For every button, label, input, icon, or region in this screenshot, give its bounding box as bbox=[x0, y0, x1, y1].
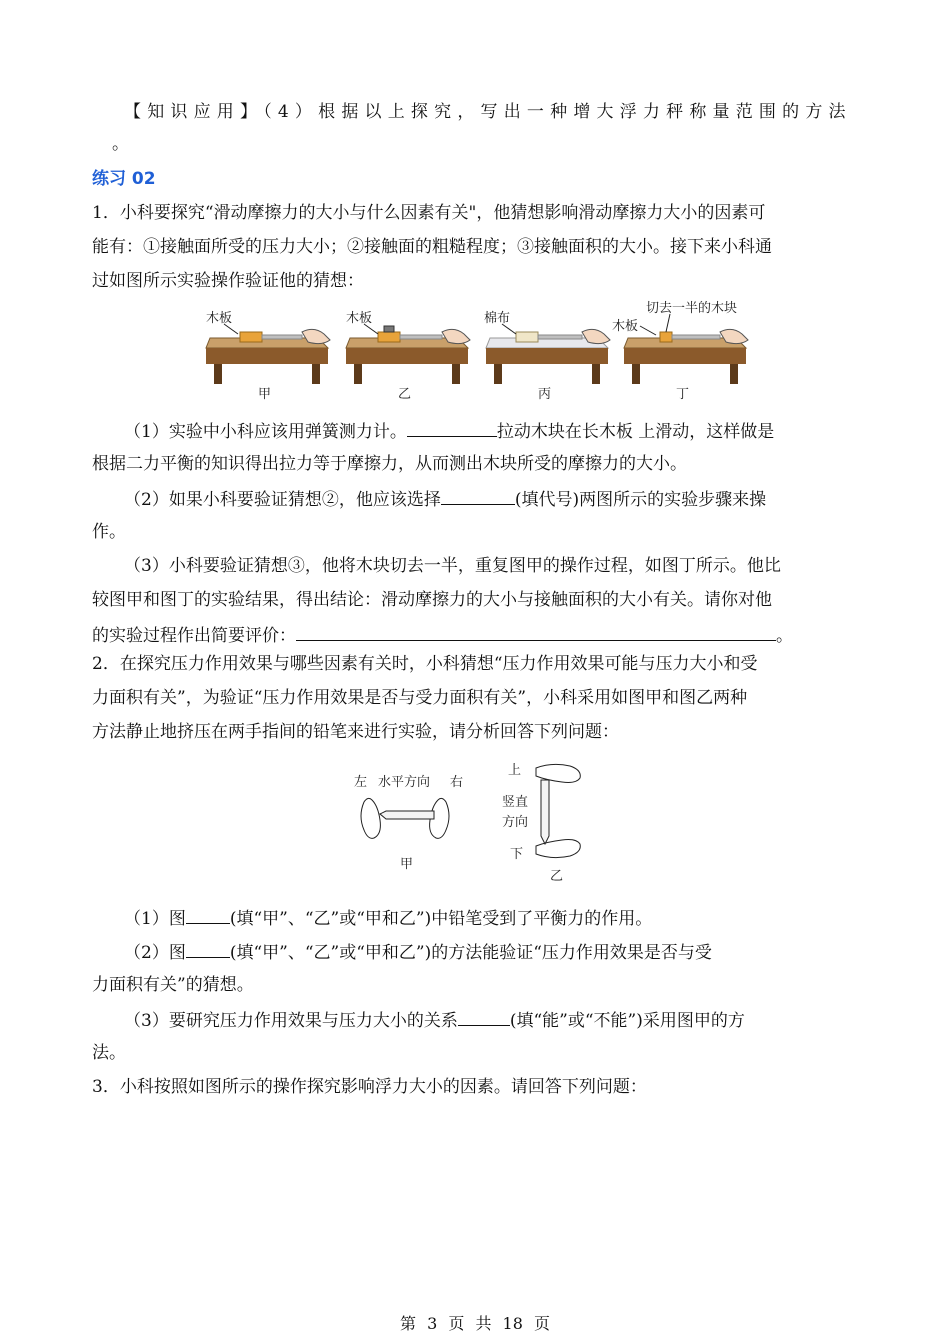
panel-ding-surface: 木板 bbox=[612, 319, 639, 334]
left-finger-icon bbox=[361, 798, 380, 838]
caption-yi: 乙 bbox=[550, 869, 564, 884]
q1-part2-text-a: （2）如果小科要验证猜想②，他应该选择 bbox=[124, 490, 441, 510]
panel-bing-caption: 丙 bbox=[538, 387, 552, 402]
q2-part2-line bbox=[124, 939, 712, 965]
panel-ding-caption: 丁 bbox=[676, 387, 690, 402]
panel-bing-surface: 棉布 bbox=[484, 311, 511, 326]
q1-part1-text-a: （1）实验中小科应该用弹簧测力计。 bbox=[124, 422, 407, 442]
panel-yi bbox=[346, 310, 470, 402]
q2-part1-text-b: (填“甲”、“乙”或“甲和乙”)中铅笔受到了平衡力的作用。 bbox=[229, 909, 653, 929]
q1-part3-answer-blank[interactable] bbox=[296, 622, 776, 641]
label-vertical-2: 方向 bbox=[502, 815, 529, 830]
q2-part2-line-2: 力面积有关”的猜想。 bbox=[92, 975, 254, 995]
q2-intro-line-2: 力面积有关”，为验证“压力作用效果是否与受力面积有关”，小科采用如图甲和图乙两种 bbox=[92, 688, 748, 708]
q2-part1-text-a: （1）图 bbox=[124, 909, 186, 929]
q2-part3-line-2: 法。 bbox=[92, 1043, 126, 1063]
wood-block bbox=[240, 332, 262, 342]
q1-part2-line-2: 作。 bbox=[92, 522, 126, 542]
panel-yi-surface: 木板 bbox=[346, 311, 373, 326]
spring-scale bbox=[538, 335, 582, 339]
knowledge-application-end: 。 bbox=[112, 134, 129, 154]
q2-intro-line-1: 2．在探究压力作用效果与哪些因素有关时，小科猜想“压力作用效果可能与压力大小和受 bbox=[92, 654, 758, 674]
label-left: 左 bbox=[354, 775, 368, 790]
panel-jia-caption: 甲 bbox=[258, 387, 272, 402]
panel-ding bbox=[612, 300, 748, 402]
q1-part3-line-1: （3）小科要验证猜想③，他将木块切去一半，重复图甲的操作过程，如图丁所示。他比 bbox=[124, 556, 781, 576]
label-down: 下 bbox=[510, 847, 524, 862]
q2-part1-line bbox=[124, 905, 652, 931]
wood-block bbox=[516, 332, 538, 342]
weight-block bbox=[384, 326, 394, 332]
q2-part1-answer-blank[interactable] bbox=[186, 905, 230, 924]
label-vertical-1: 竖直 bbox=[502, 795, 529, 810]
figure-jia-horizontal bbox=[354, 774, 463, 872]
panel-yi-caption: 乙 bbox=[398, 387, 412, 402]
q2-part3-text-b: (填“能”或“不能”)采用图甲的方 bbox=[509, 1011, 745, 1031]
q1-part3-line-3 bbox=[92, 622, 793, 648]
q2-part3-answer-blank[interactable] bbox=[458, 1007, 510, 1026]
page-footer: 第 3 页 共 18 页 bbox=[400, 1314, 550, 1333]
panel-jia bbox=[206, 310, 330, 402]
q2-intro-line-3: 方法静止地挤压在两手指间的铅笔来进行实验，请分析回答下列问题： bbox=[92, 722, 619, 742]
caption-jia: 甲 bbox=[400, 857, 414, 872]
q1-part1-text-b: 拉动木块在长木板 上滑动，这样做是 bbox=[496, 422, 775, 442]
q1-part2-text-b: (填代号)两图所示的实验步骤来操 bbox=[514, 490, 767, 510]
q1-intro-line-1: 1．小科要探究“滑动摩擦力的大小与什么因素有关"，他猜想影响滑动摩擦力大小的因素可 bbox=[92, 203, 766, 223]
panel-ding-note: 切去一半的木块 bbox=[646, 301, 738, 316]
spring-scale bbox=[672, 335, 720, 339]
bottom-finger-icon bbox=[536, 840, 580, 858]
q2-part2-answer-blank[interactable] bbox=[186, 939, 230, 958]
q1-part1-line bbox=[124, 418, 774, 444]
wood-block bbox=[378, 332, 400, 342]
half-wood-block bbox=[660, 332, 672, 342]
q1-intro-line-3: 过如图所示实验操作验证他的猜想： bbox=[92, 271, 364, 291]
label-up: 上 bbox=[508, 763, 522, 778]
section-heading: 练习 02 bbox=[92, 169, 156, 189]
q1-part1-line-2: 根据二力平衡的知识得出拉力等于摩擦力，从而测出木块所受的摩擦力的大小。 bbox=[92, 454, 687, 474]
q1-part2-answer-blank[interactable] bbox=[441, 486, 515, 505]
spring-scale bbox=[400, 335, 442, 339]
q1-part3-end: 。 bbox=[776, 626, 793, 646]
panel-bing bbox=[484, 310, 610, 402]
panel-jia-surface: 木板 bbox=[206, 311, 233, 326]
q2-part2-text-b: (填“甲”、“乙”或“甲和乙”)的方法能验证“压力作用效果是否与受 bbox=[229, 943, 712, 963]
spring-scale bbox=[262, 335, 302, 339]
pencil-icon bbox=[541, 780, 549, 844]
q2-part3-line bbox=[124, 1007, 745, 1033]
label-horizontal: 水平方向 bbox=[378, 775, 431, 790]
q1-part3-text-a: 的实验过程作出简要评价： bbox=[92, 626, 296, 646]
pencil-pressure-figure bbox=[350, 758, 600, 888]
pencil-icon bbox=[380, 811, 434, 819]
q1-part1-answer-blank[interactable] bbox=[407, 418, 497, 437]
label-right: 右 bbox=[450, 775, 464, 790]
q1-part3-line-2: 较图甲和图丁的实验结果，得出结论：滑动摩擦力的大小与接触面积的大小有关。请你对他 bbox=[92, 590, 772, 610]
q1-intro-line-2: 能有：①接触面所受的压力大小；②接触面的粗糙程度；③接触面积的大小。接下来小科通 bbox=[92, 237, 772, 257]
q2-part2-text-a: （2）图 bbox=[124, 943, 186, 963]
q1-part2-line bbox=[124, 486, 766, 512]
q2-part3-text-a: （3）要研究压力作用效果与压力大小的关系 bbox=[124, 1011, 458, 1031]
friction-experiment-figure bbox=[200, 300, 765, 410]
q3-intro-line-1: 3．小科按照如图所示的操作探究影响浮力大小的因素。请回答下列问题： bbox=[92, 1077, 647, 1097]
knowledge-application-line: 【知识应用】（4）根据以上探究，写出一种增大浮力秤称量范围的方法 bbox=[124, 102, 852, 122]
figure-yi-vertical bbox=[502, 763, 580, 884]
